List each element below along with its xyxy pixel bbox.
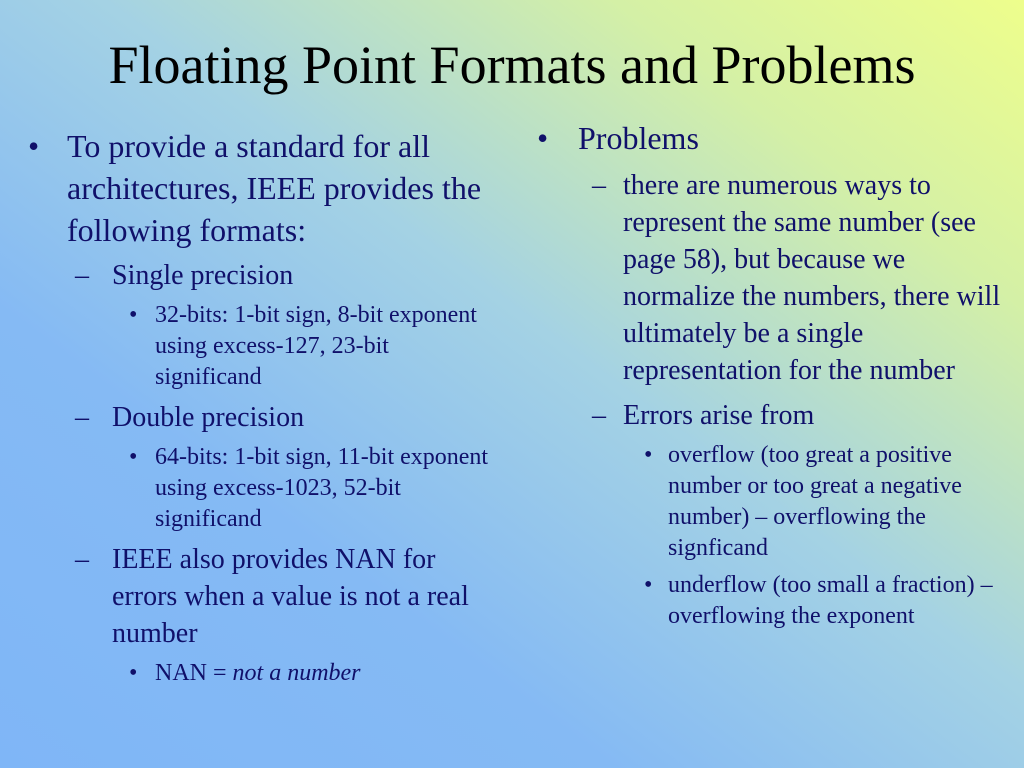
problems-heading: Problems [578,120,699,156]
nan-detail-prefix: NAN = [155,660,233,686]
sub-bullet-representation [537,167,1007,389]
bullet-marker: • [644,572,653,598]
intro-text: To provide a standard for all architectures, IEEE provides the following formats: [67,128,482,248]
bullet-marker: • [129,660,138,686]
sub-bullet-errors [537,397,1007,434]
left-column [28,125,498,689]
representation-text: there are numerous ways to represent the same number (see page 58), but because we normalize the numbers, there will ultimately be a single representation for the number [623,170,1001,386]
dash-marker: – [75,260,89,291]
bullet-problems [537,117,1007,159]
overflow-text: overflow (too great a positive number or too great a negative number) – overflowing the signficand [668,442,962,561]
bullet-marker: • [129,444,138,470]
nan-label: IEEE also provides NAN for errors when a value is not a real number [112,544,469,649]
detail-underflow [537,570,1007,632]
detail-overflow [537,440,1007,564]
left-bullet-list [28,125,498,689]
detail-double-precision [28,442,498,535]
sub-bullet-single-precision [28,257,498,294]
dash-marker: – [75,402,89,433]
single-precision-detail: 32-bits: 1-bit sign, 8-bit exponent using excess-127, 23-bit significand [155,302,477,390]
right-bullet-list [537,117,1007,632]
right-column [537,117,1007,632]
nan-detail-italic: not a number [232,660,361,686]
sub-bullet-nan [28,541,498,652]
dash-marker: – [592,170,606,201]
underflow-text: underflow (too small a fraction) – overflowing the exponent [668,572,993,629]
detail-nan [28,658,498,689]
dash-marker: – [75,544,89,575]
double-precision-label: Double precision [112,402,305,433]
bullet-marker: • [129,302,138,328]
dash-marker: – [592,400,606,431]
bullet-ieee-standard [28,125,498,251]
single-precision-label: Single precision [112,260,294,291]
errors-label: Errors arise from [623,400,815,431]
slide-title: Floating Point Formats and Problems [108,35,916,95]
detail-single-precision [28,300,498,393]
sub-bullet-double-precision [28,399,498,436]
double-precision-detail: 64-bits: 1-bit sign, 11-bit exponent using excess-1023, 52-bit significand [155,444,489,532]
bullet-marker: • [644,442,653,468]
